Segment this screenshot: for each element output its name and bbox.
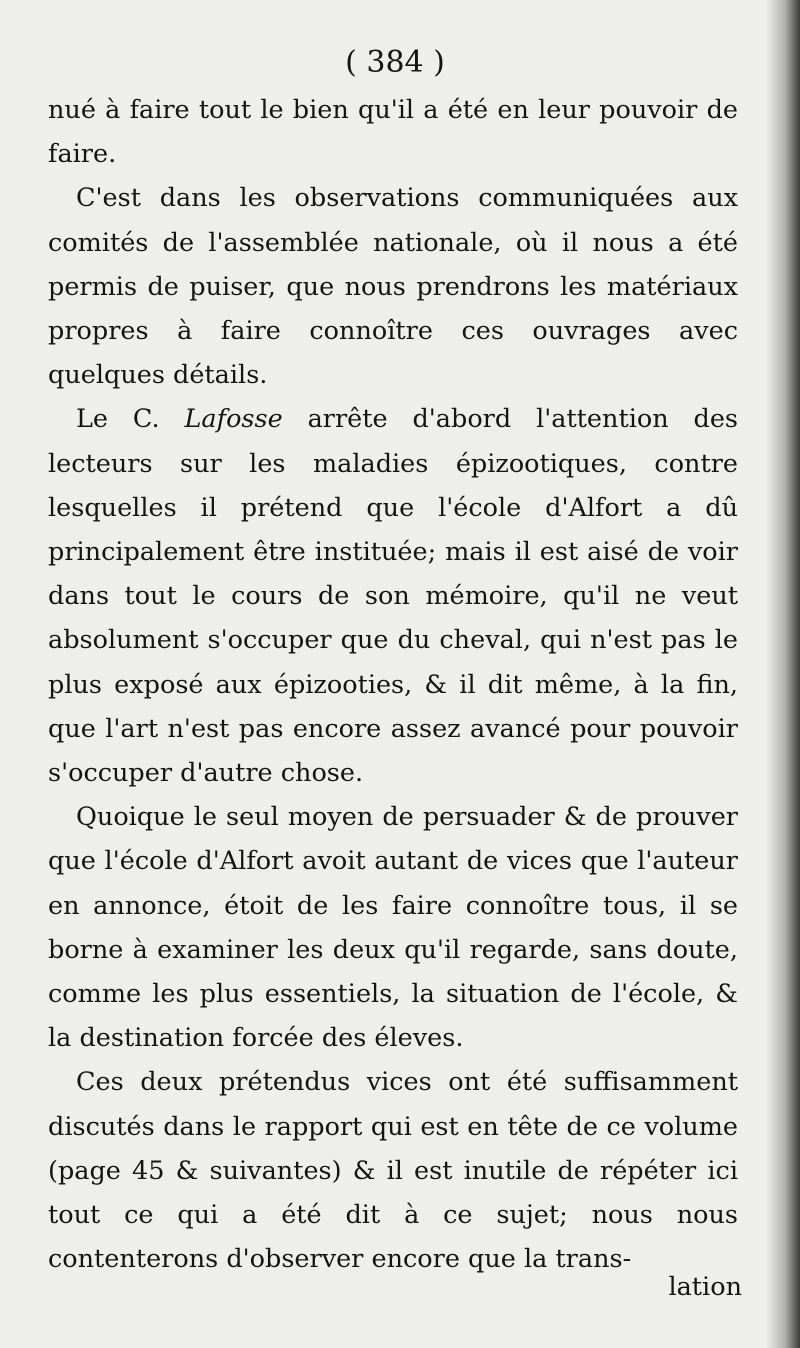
paragraph-3-lead: Le C. <box>76 404 185 435</box>
paragraph-5: Ces deux prétendus vices ont été suffisamment discutés dans le rapport qui est en tête de ce volume (page 45 & suivantes) & il est inutile de répéter ici tout ce qui a été dit à ce sujet; nous nous contenterons d'observer encore que la trans- <box>48 1067 738 1275</box>
paragraph-2: C'est dans les observations communiquées aux comités de l'assemblée nationale, où il nous a été permis de puiser, que nous prendrons les matériaux propres à faire connoître ces ouvrages avec quelques détails. <box>48 183 738 391</box>
page-number: ( 384 ) <box>345 45 445 80</box>
paragraph-3-rest: arrête d'abord l'attention des lecteurs sur les maladies épizootiques, contre lesquelles il prétend que l'école d'Alfort a dû principalement être instituée; mais il est aisé de voir dans tout le cours de son mémoire, qu'il ne veut absolument s'occuper que du cheval, qui n'est pas le plus exposé aux épizooties, & il dit même, à la fin, que l'art n'est pas encore assez avancé pour pouvoir s'occuper d'autre chose. <box>48 404 739 789</box>
paragraph-1: nué à faire tout le bien qu'il a été en leur pouvoir de faire. <box>48 95 738 170</box>
author-name-italic: Lafosse <box>184 404 283 435</box>
page-content <box>48 38 738 1281</box>
paragraph-3 <box>48 397 738 795</box>
catchword: lation <box>668 1272 742 1302</box>
page-edge-shadow <box>766 0 800 1348</box>
paragraph-4: Quoique le seul moyen de persuader & de prouver que l'école d'Alfort avoit autant de vices que l'auteur en annonce, étoit de les faire connoître tous, il se borne à examiner les deux qu'il regarde, sans doute, comme les plus essentiels, la situation de l'école, & la destination forcée des éleves. <box>48 802 738 1054</box>
body-text <box>48 88 738 1281</box>
